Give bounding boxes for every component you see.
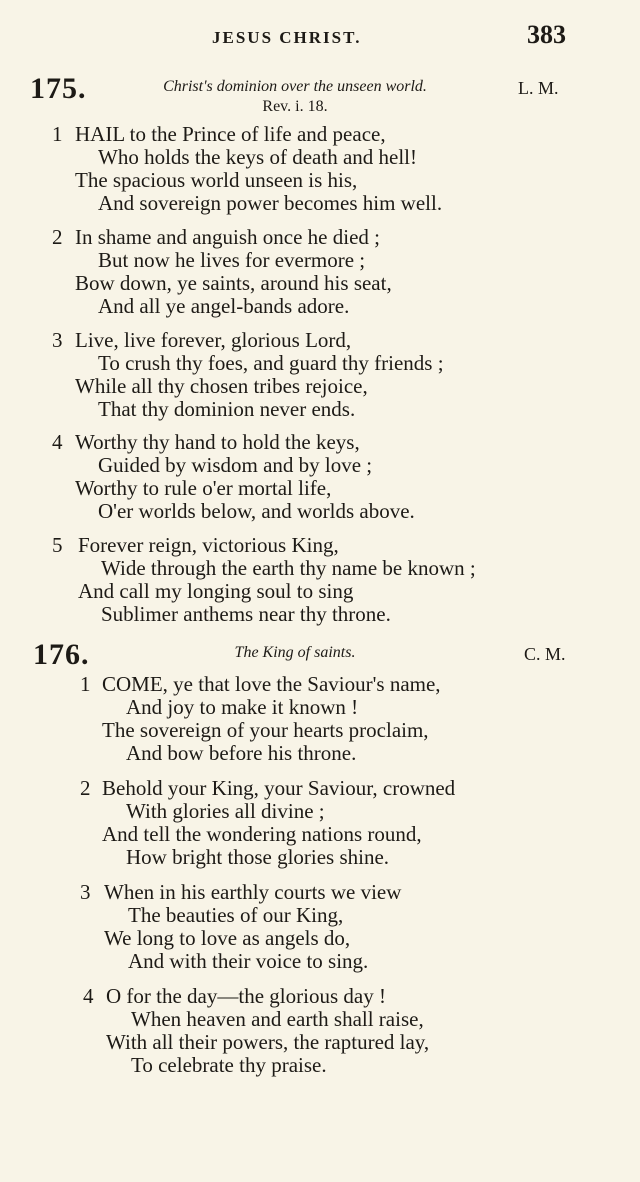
stanza-number: 4 (83, 984, 94, 1008)
verse-line: And sovereign power becomes him well. (98, 191, 443, 215)
verse-line: Who holds the keys of death and hell! (98, 145, 417, 169)
verse-line: And joy to make it known ! (126, 695, 359, 719)
verse-line: And all ye angel-bands adore. (98, 294, 350, 318)
verse-line: The beauties of our King, (128, 903, 344, 927)
verse-line: But now he lives for evermore ; (98, 248, 366, 272)
verse-line: When heaven and earth shall raise, (131, 1007, 424, 1031)
verse-line: Wide through the earth thy name be known ; (101, 556, 476, 580)
verse-line: O'er worlds below, and worlds above. (98, 499, 415, 523)
verse-line: With glories all divine ; (126, 799, 325, 823)
hymn-title: Christ's dominion over the unseen world. (163, 78, 427, 95)
hymn-meter: C. M. (524, 644, 566, 664)
stanza-number: 4 (52, 430, 63, 454)
stanza-number: 3 (52, 328, 63, 352)
stanza-number: 1 (52, 122, 63, 146)
verse-line: Bow down, ye saints, around his seat, (75, 271, 392, 295)
verse-line: With all their powers, the raptured lay, (106, 1030, 430, 1054)
hymn-number: 175. (30, 72, 87, 105)
verse-line: Sublimer anthems near thy throne. (101, 602, 391, 626)
verse-line: The sovereign of your hearts proclaim, (102, 718, 429, 742)
verse-line: Behold your King, your Saviour, crowned (102, 776, 456, 800)
verse-line: O for the day—the glorious day ! (106, 984, 386, 1008)
verse-line: Guided by wisdom and by love ; (98, 453, 373, 477)
verse-line: That thy dominion never ends. (98, 397, 356, 421)
verse-line: And bow before his throne. (126, 741, 357, 765)
verse-line: We long to love as angels do, (104, 926, 351, 950)
verse-line: To celebrate thy praise. (131, 1053, 327, 1077)
verse-line: And with their voice to sing. (128, 949, 369, 973)
verse-line: Worthy thy hand to hold the keys, (75, 430, 360, 454)
stanza-number: 5 (52, 533, 63, 557)
stanza-number: 2 (52, 225, 63, 249)
hymn-number: 176. (33, 638, 90, 671)
verse-line: To crush thy foes, and guard thy friends ; (98, 351, 444, 375)
verse-line: In shame and anguish once he died ; (75, 225, 380, 249)
stanza-number: 1 (80, 672, 91, 696)
verse-line: Worthy to rule o'er mortal life, (75, 476, 332, 500)
verse-line: While all thy chosen tribes rejoice, (75, 374, 368, 398)
verse-line: Forever reign, victorious King, (78, 533, 339, 557)
stanza-number: 3 (80, 880, 91, 904)
verse-line: HAIL to the Prince of life and peace, (75, 122, 386, 146)
hymn-meter: L. M. (518, 78, 559, 98)
verse-line: Live, live forever, glorious Lord, (75, 328, 352, 352)
hymn-reference: Rev. i. 18. (262, 98, 328, 115)
stanza-number: 2 (80, 776, 91, 800)
running-head: JESUS CHRIST. (212, 28, 362, 47)
hymn-title: The King of saints. (234, 644, 356, 661)
verse-line: And tell the wondering nations round, (102, 822, 422, 846)
verse-line: The spacious world unseen is his, (75, 168, 358, 192)
page-number: 383 (527, 20, 566, 49)
verse-line: COME, ye that love the Saviour's name, (102, 672, 441, 696)
verse-line: When in his earthly courts we view (104, 880, 402, 904)
verse-line: And call my longing soul to sing (78, 579, 354, 603)
verse-line: How bright those glories shine. (126, 845, 390, 869)
